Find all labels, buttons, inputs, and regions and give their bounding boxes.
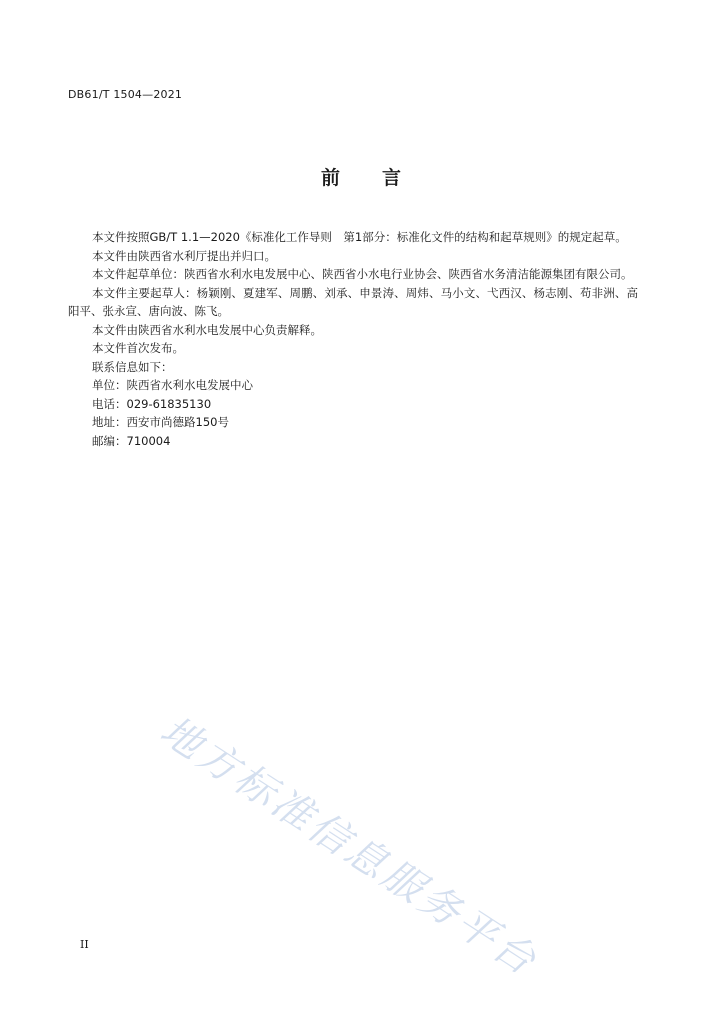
paragraph-drafting-units: 本文件起草单位：陕西省水利水电发展中心、陕西省小水电行业协会、陕西省水务清洁能源集团有限公司。 (92, 267, 633, 281)
paragraph-first-release: 本文件首次发布。 (92, 341, 184, 355)
paragraph-drafters: 本文件主要起草人：杨颖刚、夏建军、周鹏、刘承、申景涛、周炜、马小文、弋西汉、杨志刚、苟非洲、高阳平、张永宣、唐向波、陈飞。 (68, 285, 638, 318)
page-title (0, 163, 724, 190)
paragraph-interpretation: 本文件由陕西省水利水电发展中心负责解释。 (92, 322, 322, 337)
contact-postcode: 邮编：710004 (92, 433, 171, 448)
contact-unit: 单位：陕西省水利水电发展中心 (92, 378, 253, 392)
contact-address: 地址：西安市尚德路150号 (92, 415, 229, 429)
watermark: 地方标准信息服务平台 (152, 707, 547, 986)
paragraph-drafting-basis: 本文件按照GB/T 1.1—2020《标准化工作导则 第1部分：标准化文件的结构和起草规则》的规定起草。 (92, 230, 627, 244)
contact-phone: 电话：029-61835130 (92, 396, 212, 411)
paragraph-contact-intro: 联系信息如下： (92, 359, 173, 374)
document-code: DB61/T 1504—2021 (68, 88, 183, 101)
page-number: II (80, 938, 89, 951)
title-char-1: 前 (320, 167, 342, 189)
paragraph-proposer: 本文件由陕西省水利厅提出并归口。 (92, 248, 276, 263)
document-body (68, 228, 638, 450)
title-char-2: 言 (382, 167, 404, 189)
